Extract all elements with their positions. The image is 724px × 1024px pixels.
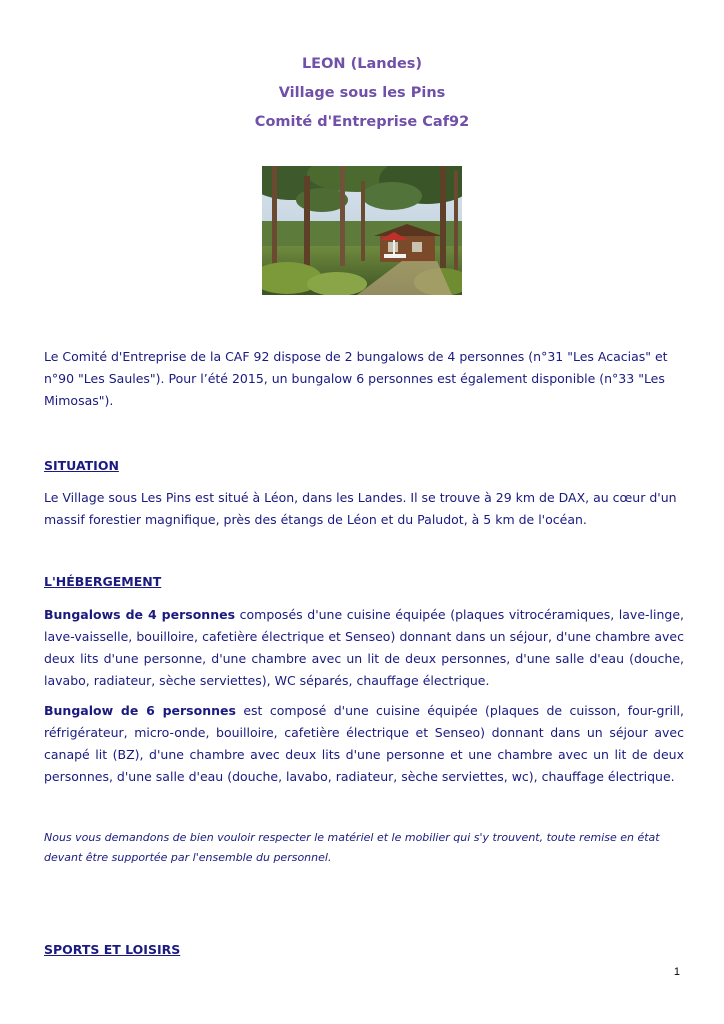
title-location: LEON (Landes) bbox=[301, 56, 423, 72]
sports-heading: SPORTS ET LOISIRS bbox=[44, 942, 181, 957]
intro-paragraph: Le Comité d'Entreprise de la CAF 92 dispose de 2 bungalows de 4 personnes (n°31 "Les Acacias" et n°90 "Les Saules"). Pour l’été 2015, un bungalow 6 personnes est également disponible (n°33 "Les Mimosas"). bbox=[44, 349, 668, 408]
title-village: Village sous les Pins bbox=[278, 85, 446, 101]
bungalow-4-text: composés d'une cuisine équipée (plaques vitrocéramiques, lave-linge, lave-vaisselle, bouilloire, cafetière électrique et Senseo) donnant dans un séjour, d'une chambre avec deux lits d'une personne, d'une chambre avec un lit de deux personnes, d'une salle d'eau (douche, lavabo, radiateur, sèche serviettes), WC séparés, chauffage électrique. bbox=[44, 607, 684, 688]
bungalow-6-paragraph bbox=[44, 700, 684, 788]
page-number: 1 bbox=[673, 966, 680, 978]
title-committee: Comité d'Entreprise Caf92 bbox=[254, 114, 470, 130]
hebergement-heading: L'HÉBERGEMENT bbox=[44, 574, 162, 589]
bungalow-6-lead: Bungalow de 6 personnes bbox=[44, 703, 236, 718]
care-note: Nous vous demandons de bien vouloir respecter le matériel et le mobilier qui s'y trouvent, toute remise en état devant être supportée par l'ensemble du personnel. bbox=[44, 831, 660, 864]
bungalow-6-text: est composé d'une cuisine équipée (plaques de cuisson, four-grill, réfrigérateur, micro-onde, bouilloire, cafetière électrique et Senseo) donnant dans un séjour avec canapé lit (BZ), d'une chambre avec deux lits d'une personne et une chambre avec un lit de deux personnes, d'une salle d'eau (douche, lavabo, radiateur, sèche serviettes, wc), chauffage électrique. bbox=[44, 703, 684, 784]
document-title bbox=[0, 50, 724, 137]
bungalow-4-paragraph bbox=[44, 604, 684, 692]
situation-paragraph: Le Village sous Les Pins est situé à Léon, dans les Landes. Il se trouve à 29 km de DAX, au cœur d'un massif forestier magnifique, près des étangs de Léon et du Paludot, à 5 km de l'océan. bbox=[44, 490, 677, 527]
bungalow-4-lead: Bungalows de 4 personnes bbox=[44, 607, 236, 622]
situation-heading: SITUATION bbox=[44, 458, 119, 473]
village-photo bbox=[262, 166, 462, 295]
